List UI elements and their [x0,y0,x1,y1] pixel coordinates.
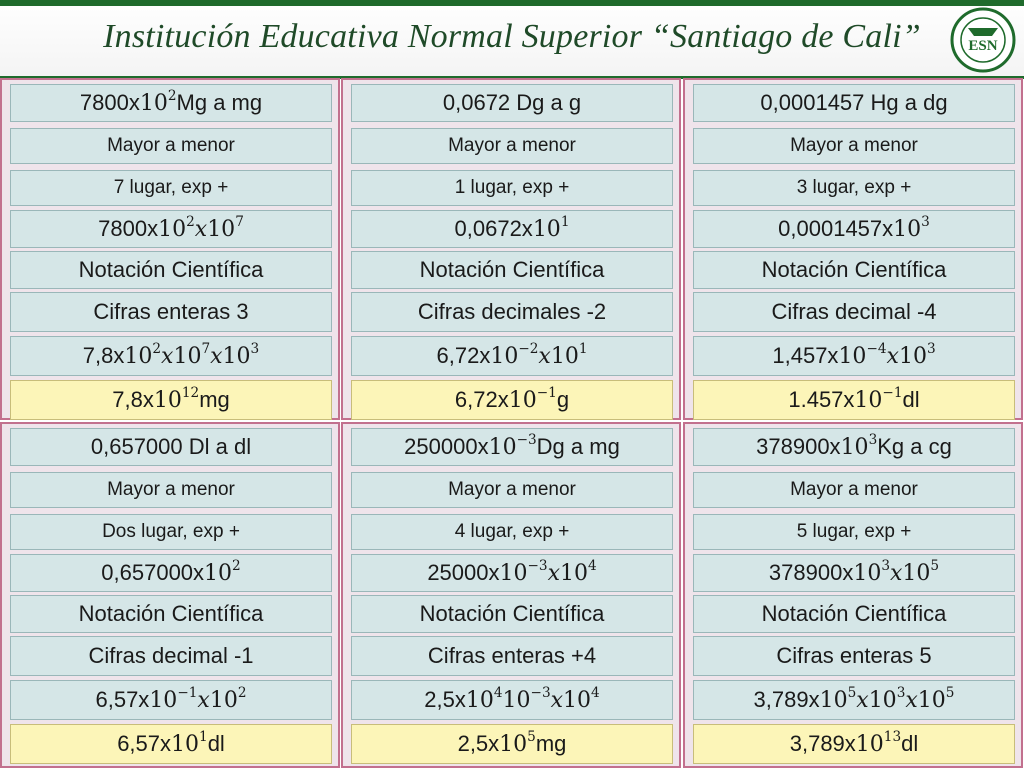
problem-6-step2-exponent: 5 [945,684,955,701]
problem-4-title-text: 0,657000 Dl a dl [90,434,252,459]
problem-1-digits: Cifras enteras 3 [10,292,332,332]
problem-6-order: Mayor a menor [693,472,1015,508]
problem-4-result-exponent: 1 [199,728,208,745]
problem-4-title [10,428,332,466]
problem-5-step2-power-base: 10 [502,687,531,713]
problem-6-step1-power-base: 10 [902,560,931,586]
problem-1-step2-power-base: 10 [124,343,153,369]
problem-5-step2 [351,680,673,720]
problem-5-step2-exponent: −3 [530,684,551,701]
problem-4-step2-power-base: 10 [209,687,238,713]
problem-3-result-power-base: 10 [854,387,883,413]
problem-1-result-text: mg [199,387,230,412]
problem-4-step1-text: 0,657000x [101,560,205,585]
problem-5-step2-times: x [550,687,564,713]
problem-2-step2-times: x [538,343,551,369]
problem-1-step1-power-base: 10 [158,216,187,242]
problem-1-title-text: 7800x [79,90,140,115]
problem-1-title-exponent: 2 [167,87,177,104]
problem-1-step1 [10,210,332,248]
problem-2-step2-power-base: 10 [490,343,519,369]
problem-3-step1 [693,210,1015,248]
problem-5-result-power-base: 10 [499,731,528,757]
problem-2-order: Mayor a menor [351,128,673,164]
problem-3-step1-exponent: 3 [921,213,930,230]
problem-panel-6 [683,422,1023,768]
problem-3-order: Mayor a menor [693,128,1015,164]
problem-3-digits: Cifras decimal -4 [693,292,1015,332]
problem-5-result-exponent: 5 [527,728,536,745]
problem-6-step2-text: 3,789x [753,687,820,712]
problem-1-step1-power-base: 10 [207,216,236,242]
problem-panel-1 [0,78,340,420]
problem-panel-2 [341,78,681,420]
problem-1-notation: Notación Científica [10,251,332,289]
problem-3-step2 [693,336,1015,376]
problem-1-step2-times: x [161,343,174,369]
problem-panel-4 [0,422,340,768]
problem-6-step1-times: x [890,560,903,586]
problem-3-step2-times: x [886,343,899,369]
problem-1-result-text: 7,8x [112,387,154,412]
problem-6-title-exponent: 3 [868,431,878,448]
problem-2-step2-text: 6, [436,343,455,368]
problem-6-title-text: 378900x [756,434,841,459]
problem-3-title-text: 0,0001457 Hg a dg [760,90,948,115]
problem-3-step2-power-base: 10 [898,343,927,369]
problem-1-step2-exponent: 7 [201,340,211,357]
slide-header [0,0,1024,79]
problem-5-step2-power-base: 10 [465,687,494,713]
problem-1-step2 [10,336,332,376]
problem-3-title [693,84,1015,122]
problem-4-notation: Notación Científica [10,595,332,633]
problem-5-result-text: 2,5x [457,731,500,756]
problem-4-step2-exponent: 2 [237,684,247,701]
problem-6-step1-text: 378900x [768,560,854,585]
problem-6-result-exponent: 13 [883,728,902,745]
problem-3-step2-power-base: 10 [838,343,867,369]
problem-3-step2-exponent: 3 [926,340,936,357]
problem-2-step1-exponent: 1 [560,213,570,230]
problem-2-step2-exponent: 1 [578,340,588,357]
problem-2-result-power-base: 10 [508,387,537,413]
problem-5-step1-exponent: 4 [588,557,597,574]
problem-6-digits: Cifras enteras 5 [693,636,1015,676]
problem-1-step1-exponent: 7 [235,213,244,230]
problem-1-step2-exponent: 3 [250,340,260,357]
problem-4-step1 [10,554,332,592]
problem-6-notation: Notación Científica [693,595,1015,633]
problem-1-title-text: Mg a mg [176,90,263,115]
problem-5-title-exponent: −3 [516,431,537,448]
problem-5-title-text: Dg a mg [536,434,620,459]
problem-6-step2-power-base: 10 [819,687,848,713]
problem-1-title-power-base: 10 [139,90,168,116]
problem-2-result-exponent: −1 [536,384,557,401]
problem-2-title [351,84,673,122]
problem-4-step1-exponent: 2 [232,557,241,574]
problem-5-step1-exponent: −3 [527,557,548,574]
problem-2-result-text: 6,72x [454,387,509,412]
problem-4-order: Mayor a menor [10,472,332,508]
problem-2-step2-text: 72x [454,343,491,368]
problem-2-result [351,380,673,420]
problem-panel-5 [341,422,681,768]
problem-2-digits: Cifras decimales -2 [351,292,673,332]
problem-1-step1-text: 7800x [98,216,159,241]
header-stripe [0,0,1024,6]
problem-1-step2-text: 7,8x [82,343,125,368]
problem-6-title-text: Kg a cg [877,434,952,459]
problem-3-step1-power-base: 10 [893,216,922,242]
problem-1-step2-power-base: 10 [173,343,202,369]
problem-5-step2-exponent: 4 [493,684,503,701]
problem-5-step2-exponent: 4 [591,684,600,701]
problem-4-step2-times: x [197,687,210,713]
problem-5-step1-text: 25000x [427,560,500,585]
problem-5-result [351,724,673,764]
problem-5-order: Mayor a menor [351,472,673,508]
problem-6-step2-power-base: 10 [868,687,897,713]
problem-3-result [693,380,1015,420]
problem-5-title-power-base: 10 [488,434,517,460]
problem-2-step2-power-base: 10 [550,343,579,369]
problem-5-step2-power-base: 10 [563,687,592,713]
problem-3-result-text: 1.457x [788,387,855,412]
problem-5-title-text: 250000x [404,434,489,459]
problem-6-title [693,428,1015,466]
problem-3-step2-exponent: −4 [866,340,887,357]
problem-1-step1-times: x [194,216,208,242]
problem-3-step1-text: 0,0001457x [778,216,894,241]
problem-6-result-text: 3,789x [789,731,856,756]
problem-1-step1-exponent: 2 [186,213,195,230]
problem-4-step2-exponent: −1 [177,684,198,701]
problem-6-result [693,724,1015,764]
problem-1-result-exponent: 12 [181,384,200,401]
problem-1-title [10,84,332,122]
problem-2-step2 [351,336,673,376]
problem-2-step1-text: 0,0672x [454,216,533,241]
problem-6-step1-exponent: 3 [881,557,890,574]
problem-4-step1-power-base: 10 [204,560,233,586]
problem-6-step2-times: x [856,687,869,713]
logo-initials: ESN [968,38,998,54]
problem-6-step2-exponent: 3 [896,684,906,701]
problem-6-result-power-base: 10 [855,731,884,757]
problem-4-step2-power-base: 10 [149,687,178,713]
problem-1-step2-exponent: 2 [152,340,162,357]
problem-6-move: 5 lugar, exp + [693,514,1015,550]
problem-6-step1-exponent: 5 [930,557,940,574]
problem-3-move: 3 lugar, exp + [693,170,1015,206]
problem-5-title [351,428,673,466]
problem-4-result-power-base: 10 [171,731,200,757]
problem-6-step2-power-base: 10 [917,687,946,713]
problem-1-step2-times: x [210,343,223,369]
problem-4-step2 [10,680,332,720]
problem-5-step1-times: x [547,560,561,586]
problem-4-result-text: dl [207,731,225,756]
problem-2-move: 1 lugar, exp + [351,170,673,206]
problem-5-step1-power-base: 10 [499,560,528,586]
problem-6-step1 [693,554,1015,592]
problem-1-result-power-base: 10 [153,387,182,413]
page-title: Institución Educativa Normal Superior “Santiago de Cali” [103,18,921,55]
problem-2-notation: Notación Científica [351,251,673,289]
problem-5-move: 4 lugar, exp + [351,514,673,550]
problem-6-step2-exponent: 5 [847,684,857,701]
problem-2-result-text: g [556,387,570,412]
problem-6-step2 [693,680,1015,720]
problem-3-result-text: dl [902,387,920,412]
problem-4-digits: Cifras decimal -1 [10,636,332,676]
problem-4-move: Dos lugar, exp + [10,514,332,550]
problem-5-notation: Notación Científica [351,595,673,633]
problem-5-result-text: mg [535,731,567,756]
problem-5-digits: Cifras enteras +4 [351,636,673,676]
problem-6-step1-power-base: 10 [853,560,882,586]
problem-3-result-exponent: −1 [882,384,903,401]
problem-5-step2-text: 2,5x [424,687,466,712]
problem-2-title-text: 0,0672 Dg a g [442,90,582,115]
problem-2-step1-power-base: 10 [532,216,561,242]
problem-3-notation: Notación Científica [693,251,1015,289]
problem-5-step1-power-base: 10 [560,560,589,586]
problem-1-result [10,380,332,420]
problem-1-order: Mayor a menor [10,128,332,164]
school-logo-icon [948,6,1018,74]
problem-4-result-text: 6,57x [117,731,172,756]
problem-4-step2-text: 6,57x [95,687,150,712]
problem-2-step1 [351,210,673,248]
problem-1-step2-power-base: 10 [222,343,251,369]
problem-panel-3 [683,78,1023,420]
problem-3-step2-text: 1,457x [772,343,839,368]
problem-6-title-power-base: 10 [840,434,869,460]
problem-2-step2-exponent: −2 [518,340,539,357]
problem-5-step1 [351,554,673,592]
problem-1-move: 7 lugar, exp + [10,170,332,206]
problem-6-step2-times: x [905,687,918,713]
problem-6-result-text: dl [901,731,919,756]
problem-4-result [10,724,332,764]
